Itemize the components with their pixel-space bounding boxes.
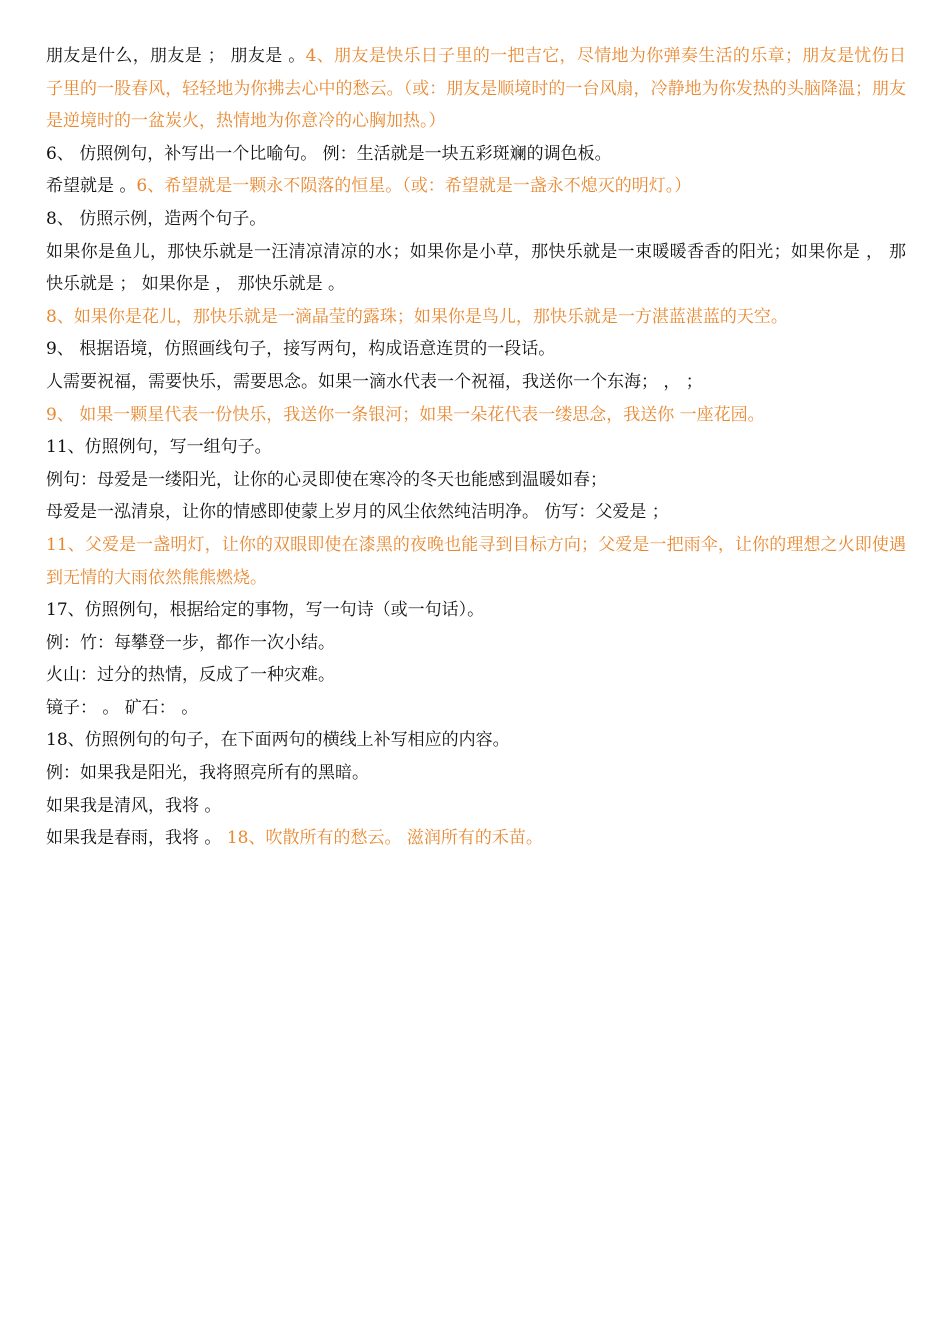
text-line-17 — [46, 692, 906, 725]
document-body — [46, 40, 906, 855]
question-text: 希望就是 。 — [46, 176, 137, 197]
text-line-20 — [46, 790, 906, 823]
question-text: 11、仿照例句，写一组句子。 — [46, 437, 272, 458]
text-line-4 — [46, 203, 906, 236]
answer-text: 6、希望就是一颗永不陨落的恒星。（或：希望就是一盏永不熄灭的明灯。） — [136, 176, 692, 197]
question-text: 例句：母爱是一缕阳光，让你的心灵即使在寒冷的冬天也能感到温暖如春； — [46, 469, 607, 490]
question-text: 人需要祝福，需要快乐，需要思念。如果一滴水代表一个祝福，我送你一个东海； ， ； — [46, 371, 703, 392]
text-line-8 — [46, 366, 906, 399]
text-line-15 — [46, 627, 906, 660]
text-line-2 — [46, 138, 906, 171]
question-text: 例：如果我是阳光，我将照亮所有的黑暗。 — [46, 763, 369, 784]
text-line-5 — [46, 236, 906, 301]
text-line-10 — [46, 431, 906, 464]
question-text: 18、仿照例句的句子，在下面两句的横线上补写相应的内容。 — [46, 730, 510, 751]
question-text: 母爱是一泓清泉，让你的情感即使蒙上岁月的风尘依然纯洁明净。 仿写：父爱是 ； — [46, 502, 669, 523]
text-line-6 — [46, 301, 906, 334]
text-line-18 — [46, 724, 906, 757]
question-text: 9、 根据语境，仿照画线句子，接写两句，构成语意连贯的一段话。 — [46, 339, 556, 360]
answer-text: 11、父爱是一盏明灯，让你的双眼即使在漆黑的夜晚也能寻到目标方向；父爱是一把雨伞，让你的理想之火即使遇到无情的大雨依然熊熊燃烧。 — [46, 534, 906, 588]
answer-text: 8、如果你是花儿，那快乐就是一滴晶莹的露珠；如果你是鸟儿，那快乐就是一方湛蓝湛蓝的天空。 — [46, 306, 788, 327]
text-line-14 — [46, 594, 906, 627]
question-text: 如果我是清风，我将 。 — [46, 795, 222, 816]
question-text: 朋友是什么，朋友是 ； 朋友是 。 — [46, 46, 306, 66]
text-line-12 — [46, 496, 906, 529]
text-line-16 — [46, 659, 906, 692]
text-line-7 — [46, 333, 906, 366]
question-text: 6、 仿照例句，补写出一个比喻句。 例：生活就是一块五彩斑斓的调色板。 — [46, 143, 612, 164]
question-text: 如果你是鱼儿，那快乐就是一汪清凉清凉的水；如果你是小草，那快乐就是一束暖暖香香的阳光；如果你是 ， 那快乐就是 ； 如果你是 ， 那快乐就是 。 — [46, 241, 906, 295]
question-text: 火山：过分的热情，反成了一种灾难。 — [46, 665, 335, 686]
question-text: 如果我是春雨，我将 。 — [46, 828, 227, 849]
text-line-3 — [46, 170, 906, 203]
answer-text: 4、朋友是快乐日子里的一把吉它，尽情地为你弹奏生活的乐章；朋友是忧伤日子里的一股春风，轻轻地为你拂去心中的愁云。（或：朋友是顺境时的一台风扇，冷静地为你发热的头脑降温；朋友是逆境时的一盆炭火，热情地为你意冷的心胸加热。） — [46, 46, 906, 132]
answer-text: 18、吹散所有的愁云。 滋润所有的禾苗。 — [226, 828, 543, 849]
text-line-19 — [46, 757, 906, 790]
text-line-9 — [46, 399, 906, 432]
text-line-21 — [46, 822, 906, 855]
answer-text: 9、 如果一颗星代表一份快乐，我送你一条银河；如果一朵花代表一缕思念，我送你 一座花园。 — [46, 404, 765, 425]
question-text: 17、仿照例句，根据给定的事物，写一句诗（或一句话）。 — [46, 600, 485, 621]
text-line-1 — [46, 40, 906, 138]
text-line-13 — [46, 529, 906, 594]
text-line-11 — [46, 464, 906, 497]
question-text: 镜子： 。 矿石： 。 — [46, 697, 199, 718]
question-text: 8、 仿照示例，造两个句子。 — [46, 208, 267, 229]
question-text: 例：竹：每攀登一步，都作一次小结。 — [46, 632, 335, 653]
